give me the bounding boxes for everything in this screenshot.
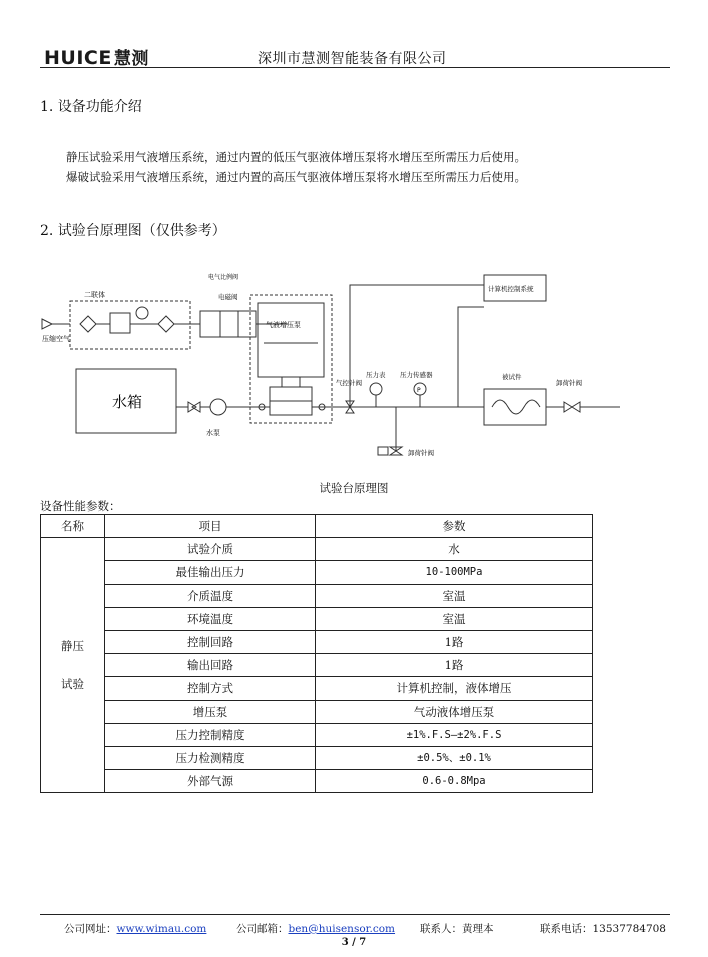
logo-text: HUICE	[44, 47, 112, 69]
row-value: 室温	[316, 607, 593, 630]
email-link[interactable]: ben@huisensor.com	[288, 923, 396, 935]
row-value: 室温	[316, 584, 593, 607]
row-item: 介质温度	[105, 584, 316, 607]
intro-line-2: 爆破试验采用气液增压系统，通过内置的高压气驱液体增压泵将水增压至所需压力后使用。	[66, 170, 526, 184]
phone-number: 13537784708	[592, 923, 666, 935]
label-pump: 水泵	[206, 429, 220, 437]
table-row	[41, 630, 593, 653]
label-needle-valve: 气控针阀	[336, 379, 362, 387]
label-booster: 气液增压泵	[266, 321, 301, 329]
row-item: 压力控制精度	[105, 723, 316, 746]
footer-email	[236, 921, 395, 936]
row-value: 1路	[316, 654, 593, 677]
label-specimen: 被试件	[502, 373, 522, 381]
row-item: 外部气源	[105, 770, 316, 793]
sensor-p-symbol: P	[417, 387, 421, 394]
company-logo	[44, 44, 149, 69]
label-gauge: 压力表	[366, 371, 386, 379]
footer-website	[64, 921, 206, 936]
logo-cn: 慧测	[113, 49, 149, 69]
performance-table	[40, 514, 593, 793]
row-value: 计算机控制，液体增压	[316, 677, 593, 700]
label-tank: 水箱	[112, 393, 143, 411]
specimen-box	[484, 389, 546, 425]
label-sensor: 压力传感器	[400, 371, 433, 379]
email-label: 公司邮箱：	[236, 923, 289, 935]
category-line-2: 试验	[61, 677, 84, 692]
lubricator-symbol	[158, 316, 174, 332]
phone-label: 联系电话：	[540, 923, 593, 935]
category-line-1: 静压	[61, 639, 84, 654]
website-label: 公司网址：	[64, 923, 117, 935]
table-row	[41, 561, 593, 584]
row-value: 气动液体增压泵	[316, 700, 593, 723]
row-item: 最佳输出压力	[105, 561, 316, 584]
header-name: 名称	[41, 515, 105, 538]
filter-symbol	[80, 316, 96, 332]
table-row	[41, 677, 593, 700]
row-item: 控制回路	[105, 630, 316, 653]
website-link[interactable]: www.wimau.com	[116, 923, 207, 935]
header-item: 项目	[105, 515, 316, 538]
label-solenoid-valve: 电磁阀	[218, 293, 238, 301]
air-inlet-symbol	[42, 319, 52, 329]
label-proportional-valve: 电气比例阀	[208, 274, 239, 281]
label-unload-valve-bottom: 卸荷针阀	[408, 449, 434, 457]
regulator-symbol	[110, 313, 130, 333]
table-header-row	[41, 515, 593, 538]
section-1-title: 1. 设备功能介绍	[40, 99, 142, 115]
row-value: 10-100MPa	[316, 561, 593, 584]
table-row	[41, 584, 593, 607]
company-name: 深圳市慧测智能装备有限公司	[258, 51, 447, 67]
label-frl: 二联体	[84, 291, 105, 299]
row-item: 环境温度	[105, 607, 316, 630]
header-value: 参数	[316, 515, 593, 538]
diagram-caption: 试验台原理图	[319, 481, 389, 495]
category-cell	[41, 538, 105, 793]
page-number: 3 / 7	[341, 937, 367, 948]
label-computer: 计算机控制系统	[488, 285, 534, 293]
row-value: ±1%.F.S—±2%.F.S	[316, 723, 593, 746]
section-2-title: 2. 试验台原理图（仅供参考）	[40, 223, 226, 239]
footer-divider	[40, 914, 670, 915]
row-item: 压力检测精度	[105, 746, 316, 769]
table-row	[41, 700, 593, 723]
performance-title: 设备性能参数：	[40, 499, 121, 513]
table-row	[41, 607, 593, 630]
intro-line-1: 静压试验采用气液增压系统，通过内置的低压气驱液体增压泵将水增压至所需压力后使用。	[66, 150, 526, 164]
table-row	[41, 654, 593, 677]
row-item: 输出回路	[105, 654, 316, 677]
row-item: 试验介质	[105, 538, 316, 561]
contact-name: 黄理本	[462, 923, 494, 935]
gauge-symbol	[370, 383, 382, 395]
frl-gauge-symbol	[136, 307, 148, 319]
label-air-in: 压缩空气	[42, 335, 70, 343]
row-item: 控制方式	[105, 677, 316, 700]
footer-phone	[540, 921, 666, 936]
water-pump-symbol	[210, 399, 226, 415]
table-row	[41, 538, 593, 561]
row-value: 1路	[316, 630, 593, 653]
table-row	[41, 746, 593, 769]
row-value: ±0.5%、±0.1%	[316, 746, 593, 769]
air-cylinder	[258, 303, 324, 377]
row-item: 增压泵	[105, 700, 316, 723]
label-unload-valve-right: 卸荷针阀	[556, 379, 582, 387]
row-value: 水	[316, 538, 593, 561]
proportional-valve-symbol	[200, 311, 220, 337]
table-row	[41, 770, 593, 793]
header-divider	[40, 67, 670, 68]
schematic-diagram	[40, 255, 630, 475]
table-row	[41, 723, 593, 746]
contact-label: 联系人：	[420, 923, 462, 935]
row-value: 0.6-0.8Mpa	[316, 770, 593, 793]
footer-contact	[420, 921, 494, 936]
